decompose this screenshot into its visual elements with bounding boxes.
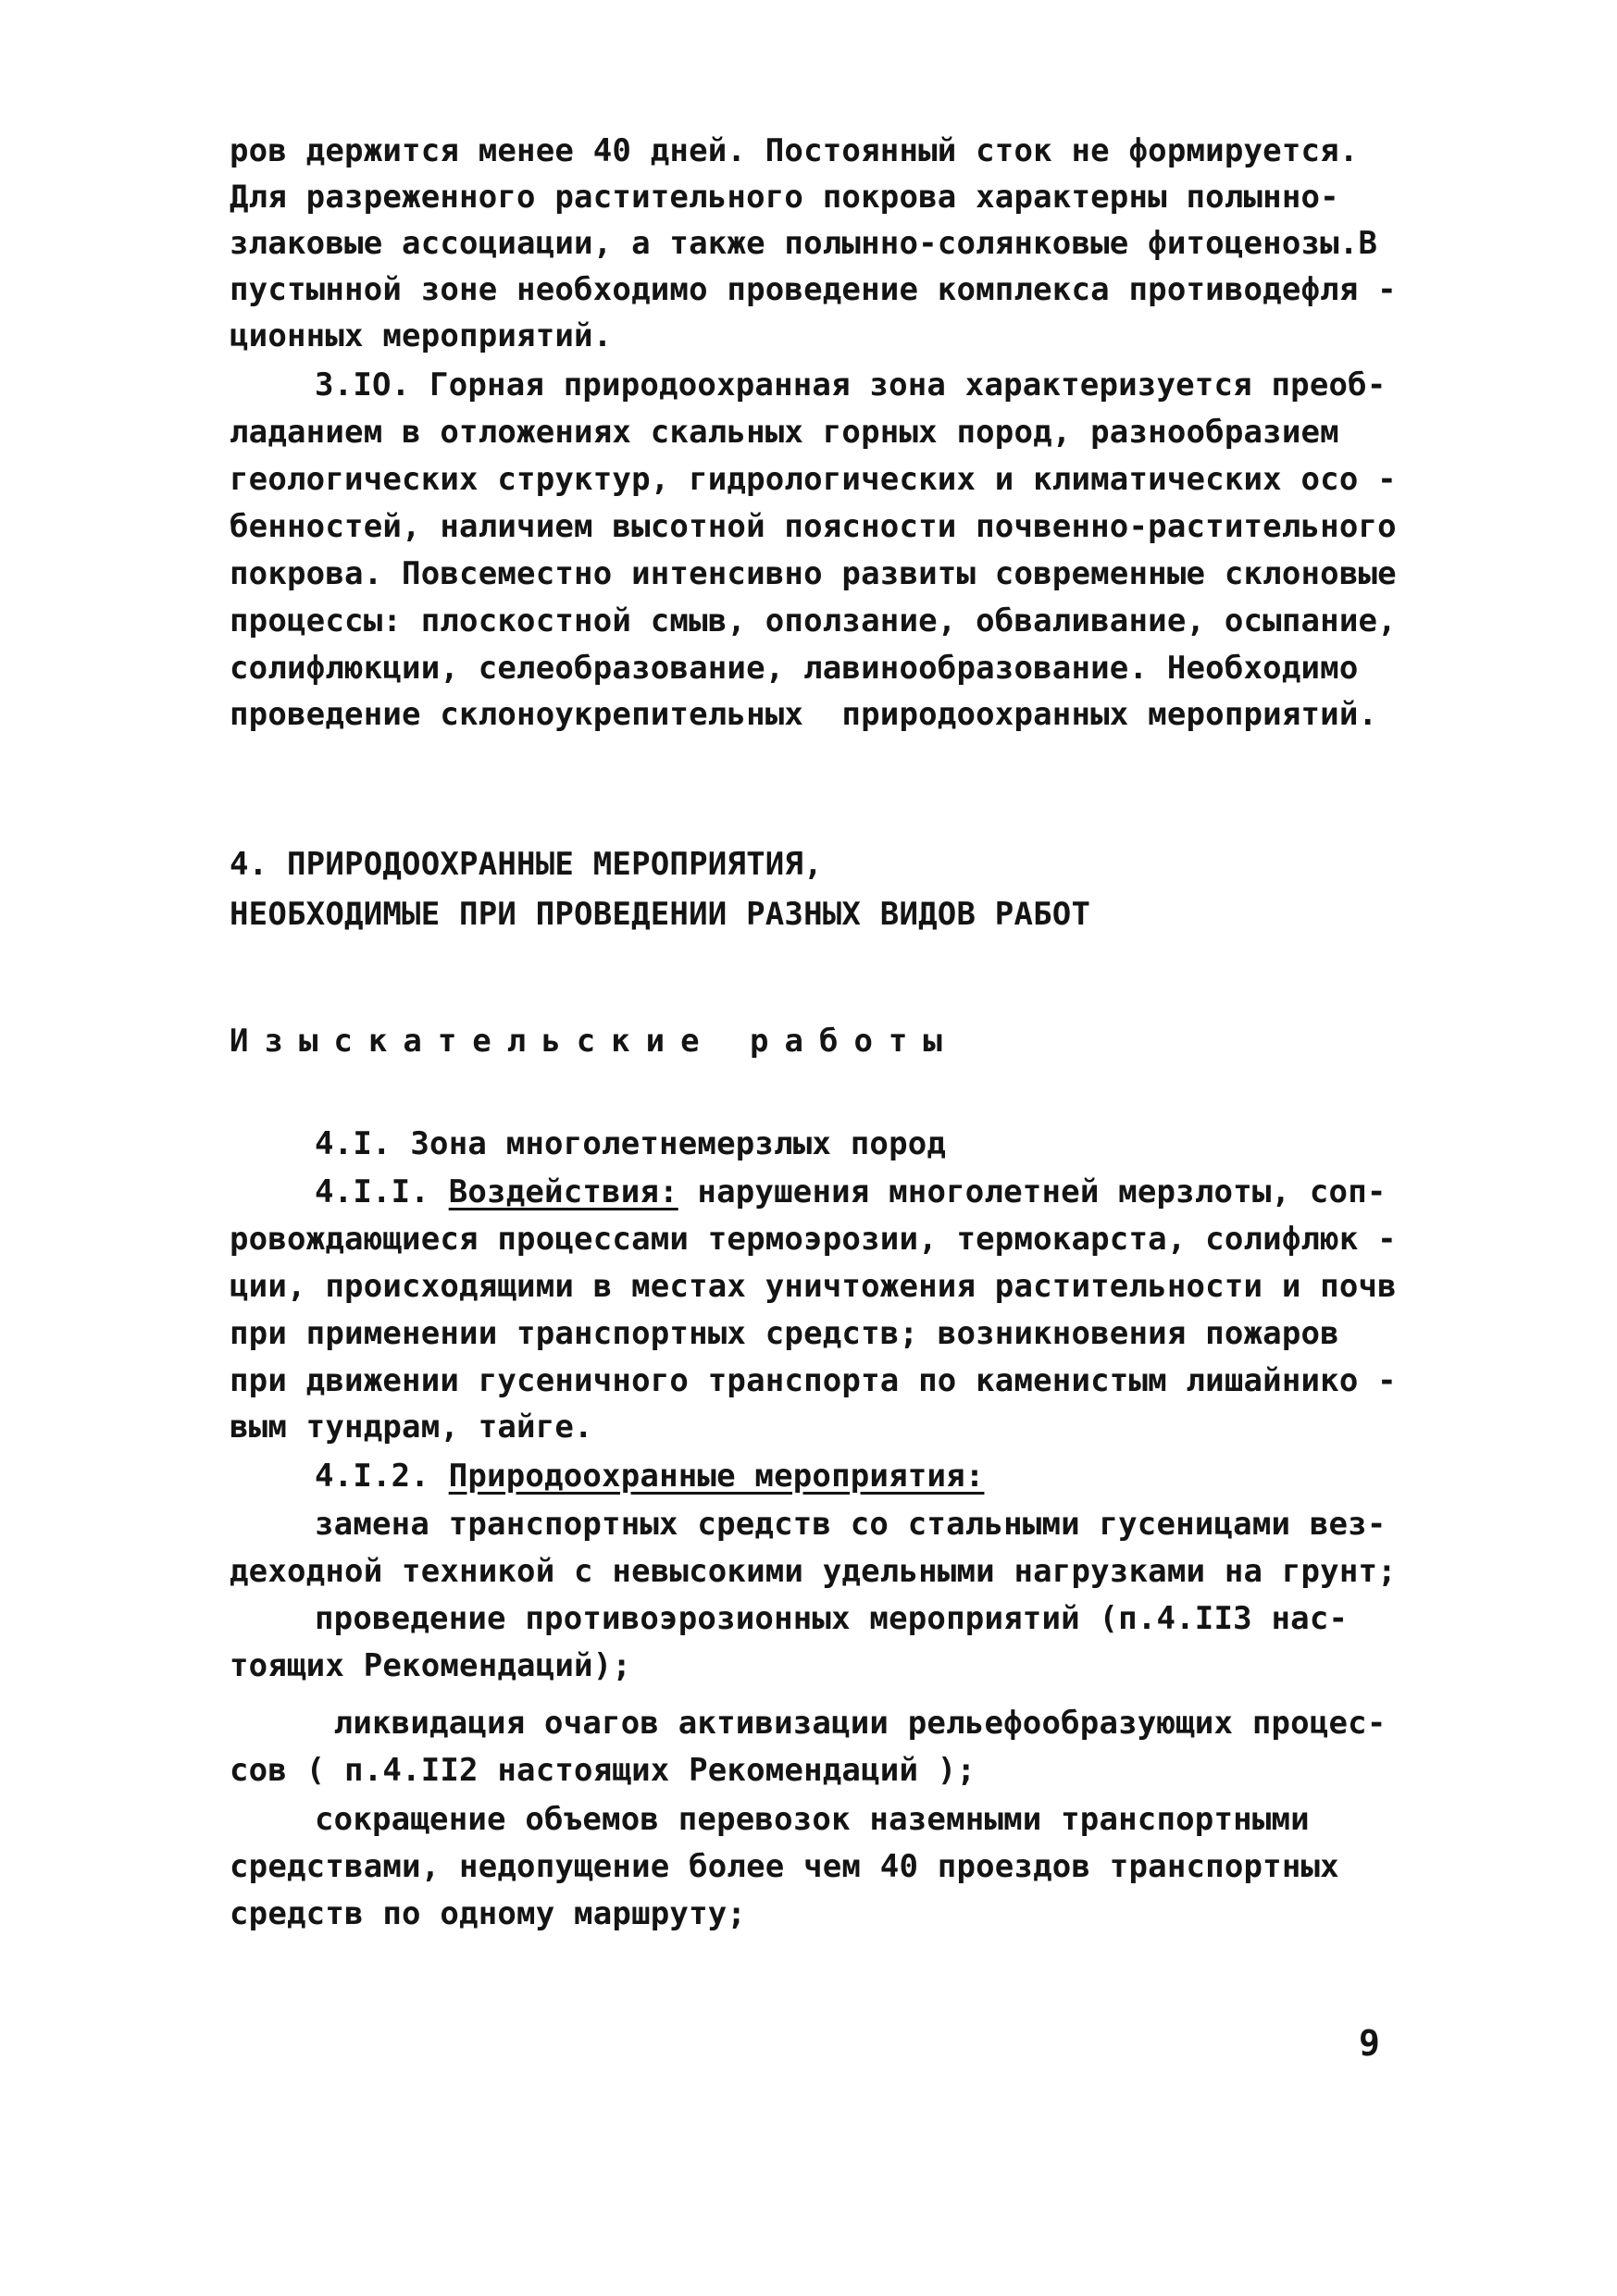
text-line: ров держится менее 40 дней. Постоянный сток не формируется. (230, 132, 1359, 169)
text-line: покрова. Повсеместно интенсивно развиты современные склоновые (230, 555, 1397, 592)
text-line: средств по одному маршруту; (230, 1895, 747, 1932)
text-line: при движении гусеничного транспорта по каменистым лишайнико - (230, 1362, 1397, 1399)
text-line: при применении транспортных средств; возникновения пожаров (230, 1315, 1339, 1352)
section-heading: 4. ПРИРОДООХРАННЫЕ МЕРОПРИЯТИЯ, (230, 846, 823, 883)
measure-item: сокращение объемов перевозок наземными транспортными (315, 1801, 1310, 1838)
clause-label-measures: Природоохранные мероприятия: (448, 1458, 985, 1495)
text-line: тоящих Рекомендаций); (230, 1647, 632, 1684)
text-line: ционных мероприятий. (230, 317, 613, 354)
measure-item: ликвидация очагов активизации рельефообразующих процес- (315, 1705, 1387, 1742)
subsection-heading: Изыскательские работы (230, 1023, 958, 1060)
clause-4-1-2 (315, 1458, 984, 1495)
paragraph-3-10-start: 3.IO. Горная природоохранная зона характеризуется преоб- (315, 366, 1387, 403)
clause-label-impacts: Воздействия: (448, 1173, 678, 1210)
text-line: бенностей, наличием высотной поясности почвенно-растительного (230, 508, 1397, 545)
text-line: вым тундрам, тайге. (230, 1409, 593, 1446)
text-line: процессы: плоскостной смыв, оползание, обваливание, осыпание, (230, 602, 1397, 639)
text-line: Для разреженного растительного покрова характерны полынно- (230, 179, 1339, 216)
measure-item: проведение противоэрозионных мероприятий (п.4.II3 нас- (315, 1600, 1349, 1637)
clause-4-1-1 (315, 1173, 1387, 1210)
text-line: геологических структур, гидрологических и климатических осо - (230, 461, 1397, 498)
section-heading-cont: НЕОБХОДИМЫЕ ПРИ ПРОВЕДЕНИИ РАЗНЫХ ВИДОВ РАБОТ (230, 896, 1091, 933)
clause-number: 4.I.2. (315, 1458, 449, 1495)
text-line: ладанием в отложениях скальных горных пород, разнообразием (230, 414, 1339, 451)
text-line: сов ( п.4.II2 настоящих Рекомендаций ); (230, 1752, 976, 1789)
text-line: пустынной зоне необходимо проведение комплекса противодефля - (230, 271, 1397, 308)
text-line: деходной техникой с невысокими удельными нагрузками на грунт; (230, 1553, 1397, 1590)
text-line: средствами, недопущение более чем 40 проездов транспортных (230, 1848, 1339, 1885)
clause-4-1: 4.I. Зона многолетнемерзлых пород (315, 1125, 947, 1162)
text-line: проведение склоноукрепительных природоохранных мероприятий. (230, 696, 1378, 733)
clause-text: нарушения многолетней мерзлоты, соп- (678, 1173, 1387, 1210)
measure-item: замена транспортных средств со стальными гусеницами вез- (315, 1506, 1387, 1543)
text-line: ции, происходящими в местах уничтожения растительности и почв (230, 1268, 1397, 1305)
text-line: ровождающиеся процессами термоэрозии, термокарста, солифлюк - (230, 1221, 1397, 1258)
text-line: солифлюкции, селеобразование, лавинообразование. Необходимо (230, 650, 1359, 687)
text-line: злаковые ассоциации, а также полынно-солянковые фитоценозы.В (230, 225, 1378, 262)
clause-number: 4.I.I. (315, 1173, 449, 1210)
page-number: 9 (1359, 2023, 1380, 2064)
